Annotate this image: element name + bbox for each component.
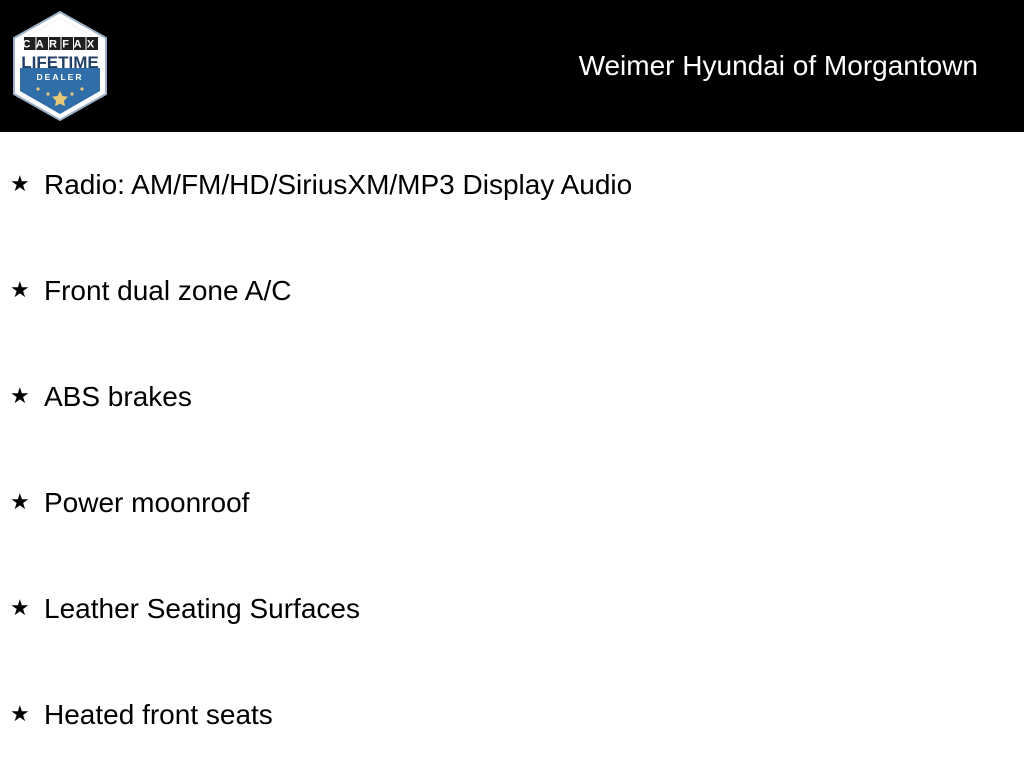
feature-item bbox=[0, 697, 1024, 737]
feature-label: Leather Seating Surfaces bbox=[44, 593, 360, 624]
star-icon: ★ bbox=[10, 171, 30, 196]
feature-label: Power moonroof bbox=[44, 487, 250, 518]
dealer-text: DEALER bbox=[36, 72, 84, 82]
star-icon: ★ bbox=[10, 277, 30, 302]
feature-label: Heated front seats bbox=[44, 699, 273, 730]
star-icon: ★ bbox=[10, 595, 30, 620]
feature-item bbox=[0, 273, 1024, 313]
star-icon: ★ bbox=[10, 489, 30, 514]
lifetime-text: LIFETIME bbox=[21, 53, 99, 72]
star-icon: ★ bbox=[10, 383, 30, 408]
feature-item bbox=[0, 591, 1024, 631]
feature-item bbox=[0, 167, 1024, 207]
feature-label: Radio: AM/FM/HD/SiriusXM/MP3 Display Audio bbox=[44, 169, 633, 200]
star-icon: ★ bbox=[10, 701, 30, 726]
feature-item bbox=[0, 379, 1024, 419]
feature-label: Front dual zone A/C bbox=[44, 275, 292, 306]
carfax-lifetime-dealer-logo bbox=[8, 10, 112, 122]
carfax-brand-text: CARFAX bbox=[22, 38, 100, 51]
dealer-name: Weimer Hyundai of Morgantown bbox=[578, 50, 978, 81]
feature-item bbox=[0, 485, 1024, 525]
feature-label: ABS brakes bbox=[44, 381, 192, 412]
header-bar bbox=[0, 0, 1024, 132]
